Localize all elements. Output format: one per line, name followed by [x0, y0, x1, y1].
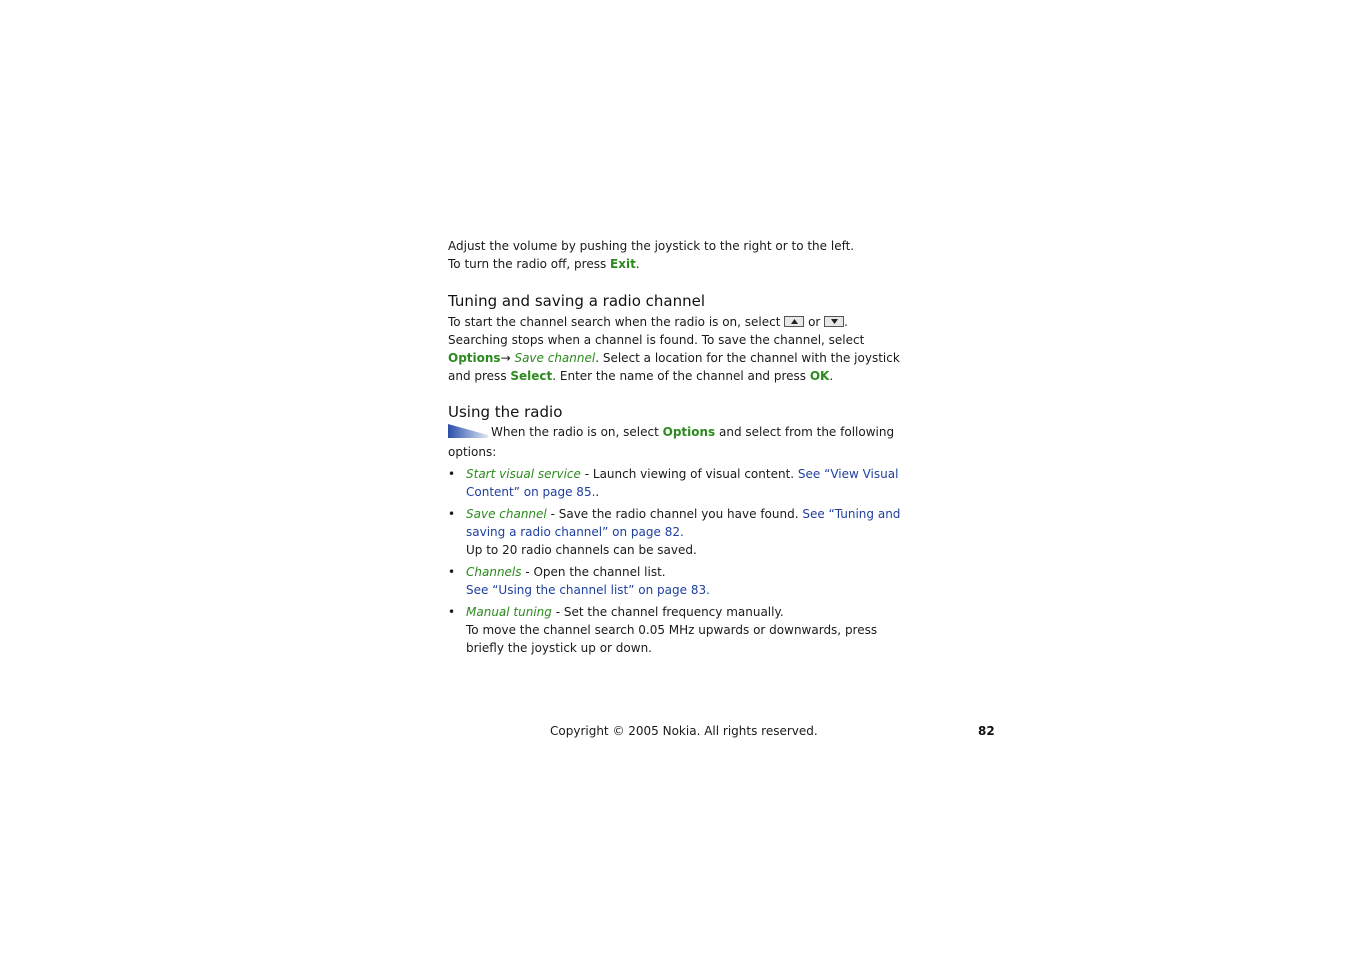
text: .: [595, 485, 600, 499]
option-term: Manual tuning: [466, 605, 552, 619]
page-content: [448, 237, 906, 661]
cross-reference-link[interactable]: See “View Visual Content” on page 85.: [466, 467, 899, 499]
arrow: →: [500, 351, 515, 365]
save-channel-term: Save channel: [514, 351, 596, 365]
text: .: [829, 369, 834, 383]
ok-command: OK: [809, 369, 830, 383]
bullet: •: [448, 605, 456, 619]
page-number: 82: [978, 724, 995, 738]
up-arrow-button-icon: [784, 316, 804, 327]
down-arrow-button-icon: [824, 316, 844, 327]
option-desc: - Open the channel list.: [521, 565, 666, 579]
option-term: Channels: [466, 565, 522, 579]
note-flag-icon: [448, 424, 488, 443]
text: When the radio is on, select: [491, 425, 663, 439]
list-item: [448, 505, 906, 559]
text: or: [804, 315, 825, 329]
text: . Select a location for the channel with the joystick and press: [448, 351, 900, 383]
exit-command: Exit: [610, 257, 636, 271]
option-term: Save channel: [466, 507, 547, 521]
option-note: To move the channel search 0.05 MHz upwards or downwards, press briefly the joystick up or down.: [466, 623, 878, 655]
text: To start the channel search when the radio is on, select: [448, 315, 785, 329]
footer-copyright: Copyright © 2005 Nokia. All rights reserved.: [550, 724, 818, 738]
intro-line-volume: Adjust the volume by pushing the joystick to the right or to the left.: [448, 239, 855, 253]
options-command: Options: [448, 351, 501, 365]
list-item: [448, 603, 906, 657]
options-command: Options: [662, 425, 716, 439]
select-command: Select: [510, 369, 553, 383]
text: To turn the radio off, press: [448, 257, 611, 271]
intro-line-exit: [448, 255, 906, 273]
text: and select from the following options:: [448, 425, 895, 459]
option-desc: - Save the radio channel you have found.: [546, 507, 803, 521]
option-desc: - Set the channel frequency manually.: [551, 605, 784, 619]
bullet: •: [448, 467, 456, 481]
tuning-paragraph: [448, 313, 906, 385]
bullet: •: [448, 565, 456, 579]
cross-reference-link[interactable]: See “Using the channel list” on page 83.: [466, 583, 710, 597]
heading-tuning: Tuning and saving a radio channel: [448, 292, 706, 310]
text: . Searching stops when a channel is found. To save the channel, select: [448, 315, 865, 347]
heading-using: Using the radio: [448, 403, 563, 421]
list-item: [448, 465, 906, 501]
option-note: Up to 20 radio channels can be saved.: [466, 543, 697, 557]
cross-reference-link[interactable]: See “Tuning and saving a radio channel” on page 82.: [466, 507, 901, 539]
list-item: [448, 563, 906, 599]
options-list: [448, 465, 906, 657]
text: .: [635, 257, 640, 271]
option-term: Start visual service: [466, 467, 581, 481]
bullet: •: [448, 507, 456, 521]
option-desc: - Launch viewing of visual content.: [580, 467, 798, 481]
text: . Enter the name of the channel and press: [552, 369, 810, 383]
using-intro: [448, 423, 906, 461]
